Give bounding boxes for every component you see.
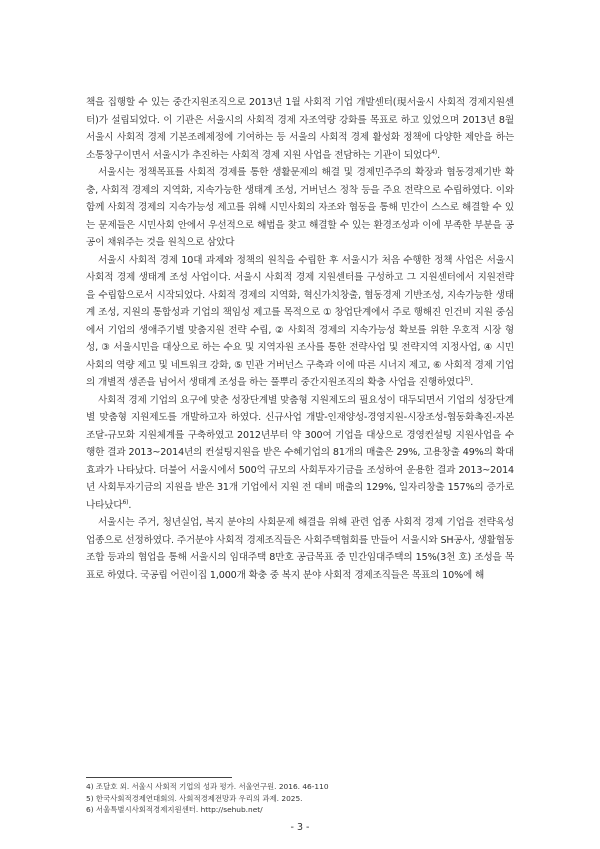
footnote-ref: 4) bbox=[431, 148, 438, 156]
page-number: - 3 - bbox=[290, 822, 310, 833]
footnote: 5) 한국사회적경제연대회의. 사회적경제전망과 우리의 과제. 2025. bbox=[86, 793, 303, 803]
footnote: 6) 서울특별시사회적경제지원센터. http://sehub.net/ bbox=[86, 805, 263, 814]
footnotes bbox=[86, 781, 514, 816]
footnote: 4) 조달호 외. 서울시 사회적 기업의 성과 평가. 서울연구원. 2016. 46-110 bbox=[86, 782, 329, 791]
footnote-ref: 5) bbox=[464, 375, 471, 383]
paragraph: 서울시는 주거, 청년실업, 복지 분야의 사회문제 해결을 위해 관련 업종 사회적 경제 기업을 전략육성업종으로 선정하였다. 주거분야 사회적 경제조직들은 사회주택협회를 만들어 서울시와 SH공사, 생활협동조합 등과의 협업을 통해 서울시의 임대주택 8만호 공급목표 중 민간임대주택의 15%(3천 호) 조성을 목표로 하였다. 국공립 어린이집 1,000개 확충 중 복지 분야 사회적 경제조직들은 목표의 10%에 해 bbox=[86, 517, 514, 581]
paragraph: 서울시는 정책목표를 사회적 경제를 통한 생활문제의 해결 및 경제민주주의 확장과 협동경제기반 확충, 사회적 경제의 지역화, 지속가능한 생태계 조성, 거버넌스 정착 등을 주요 전략으로 수립하였다. 이와 함께 사회적 경제의 지속가능성 제고를 위해 시민사회의 자조와 협동을 통해 민간이 스스로 해결할 수 있는 문제들은 시민사회 안에서 우선적으로 해법을 찾고 해결할 수 있는 환경조성과 이에 부족한 부분을 공공이 채워주는 것을 원칙으로 삼았다 bbox=[86, 167, 514, 248]
paragraph: 책을 집행할 수 있는 중간지원조직으로 2013년 1월 사회적 기업 개발센터(現서울시 사회적 경제지원센터)가 설립되었다. 이 기관은 서울시의 사회적 경제 자조역량 강화를 목표로 하고 있었으며 2013년 8월 서울시 사회적 경제 기본조례제정에 기여하는 등 서울의 사회적 경제 활성화 정책에 다양한 제안을 하는 소통창구이면서 서울시가 추진하는 사회적 경제 지원 사업을 전담하는 기관이 되었다$^{4)}$. bbox=[86, 97, 514, 161]
footnote-ref: 6) bbox=[122, 498, 129, 506]
footnote-divider bbox=[86, 777, 232, 778]
body-text bbox=[86, 94, 514, 584]
paragraph: 서울시 사회적 경제 10대 과제와 정책의 원칙을 수립한 후 서울시가 처음 수행한 정책 사업은 서울시 사회적 경제 생태계 조성 사업이다. 서울시 사회적 경제 지원센터를 구성하고 그 지원센터에서 지원전략을 수립함으로서 시작되었다. 사회적 경제의 지역화, 혁신가치창출, 협동경제 기반조성, 지속가능한 생태계 조성, 지원의 통합성과 기업의 책임성 제고를 목적으로 ① 창업단계에서 주로 행해진 인건비 지원 중심에서 기업의 생애주기별 맞춤지원 전략 수립, ② 사회적 경제의 지속가능성 확보를 위한 우호적 시장 형성, ③ 서울시민을 대상으로 하는 수요 및 지역자원 조사를 통한 전략사업 및 전략지역 지정사업, ④ 시민사회의 역량 제고 및 네트워크 강화, ⑤ 민관 거버넌스 구축과 이에 따른 시너지 제고, ⑥ 사회적 경제 기업의 개별적 생존을 넘어서 생태계 조성을 하는 풀뿌리 중간지원조직의 확충 사업을 진행하였다$^{5)}$. bbox=[86, 254, 514, 388]
paragraph: 사회적 경제 기업의 요구에 맞춘 성장단계별 맞춤형 지원제도의 필요성이 대두되면서 기업의 성장단계별 맞춤형 지원제도를 개발하고자 하였다. 신규사업 개발-인재양성-경영지원-시장조성-협동화촉진-자본조달-규모화 지원체계를 구축하였고 2012년부터 약 300여 기업을 대상으로 경영컨설팅 지원사업을 수행한 결과 2013~2014년의 컨설팅지원을 받은 수혜기업의 81개의 매출은 29%, 고용창출 49%의 확대효과가 나타났다. 더불어 서울시에서 500억 규모의 사회투자기금을 조성하여 운용한 결과 2013~2014년 사회투자기금의 지원을 받은 31개 기업에서 지원 전 대비 매출의 129%, 일자리창출 157%의 증가로 나타났다$^{6)}$. bbox=[86, 394, 514, 511]
